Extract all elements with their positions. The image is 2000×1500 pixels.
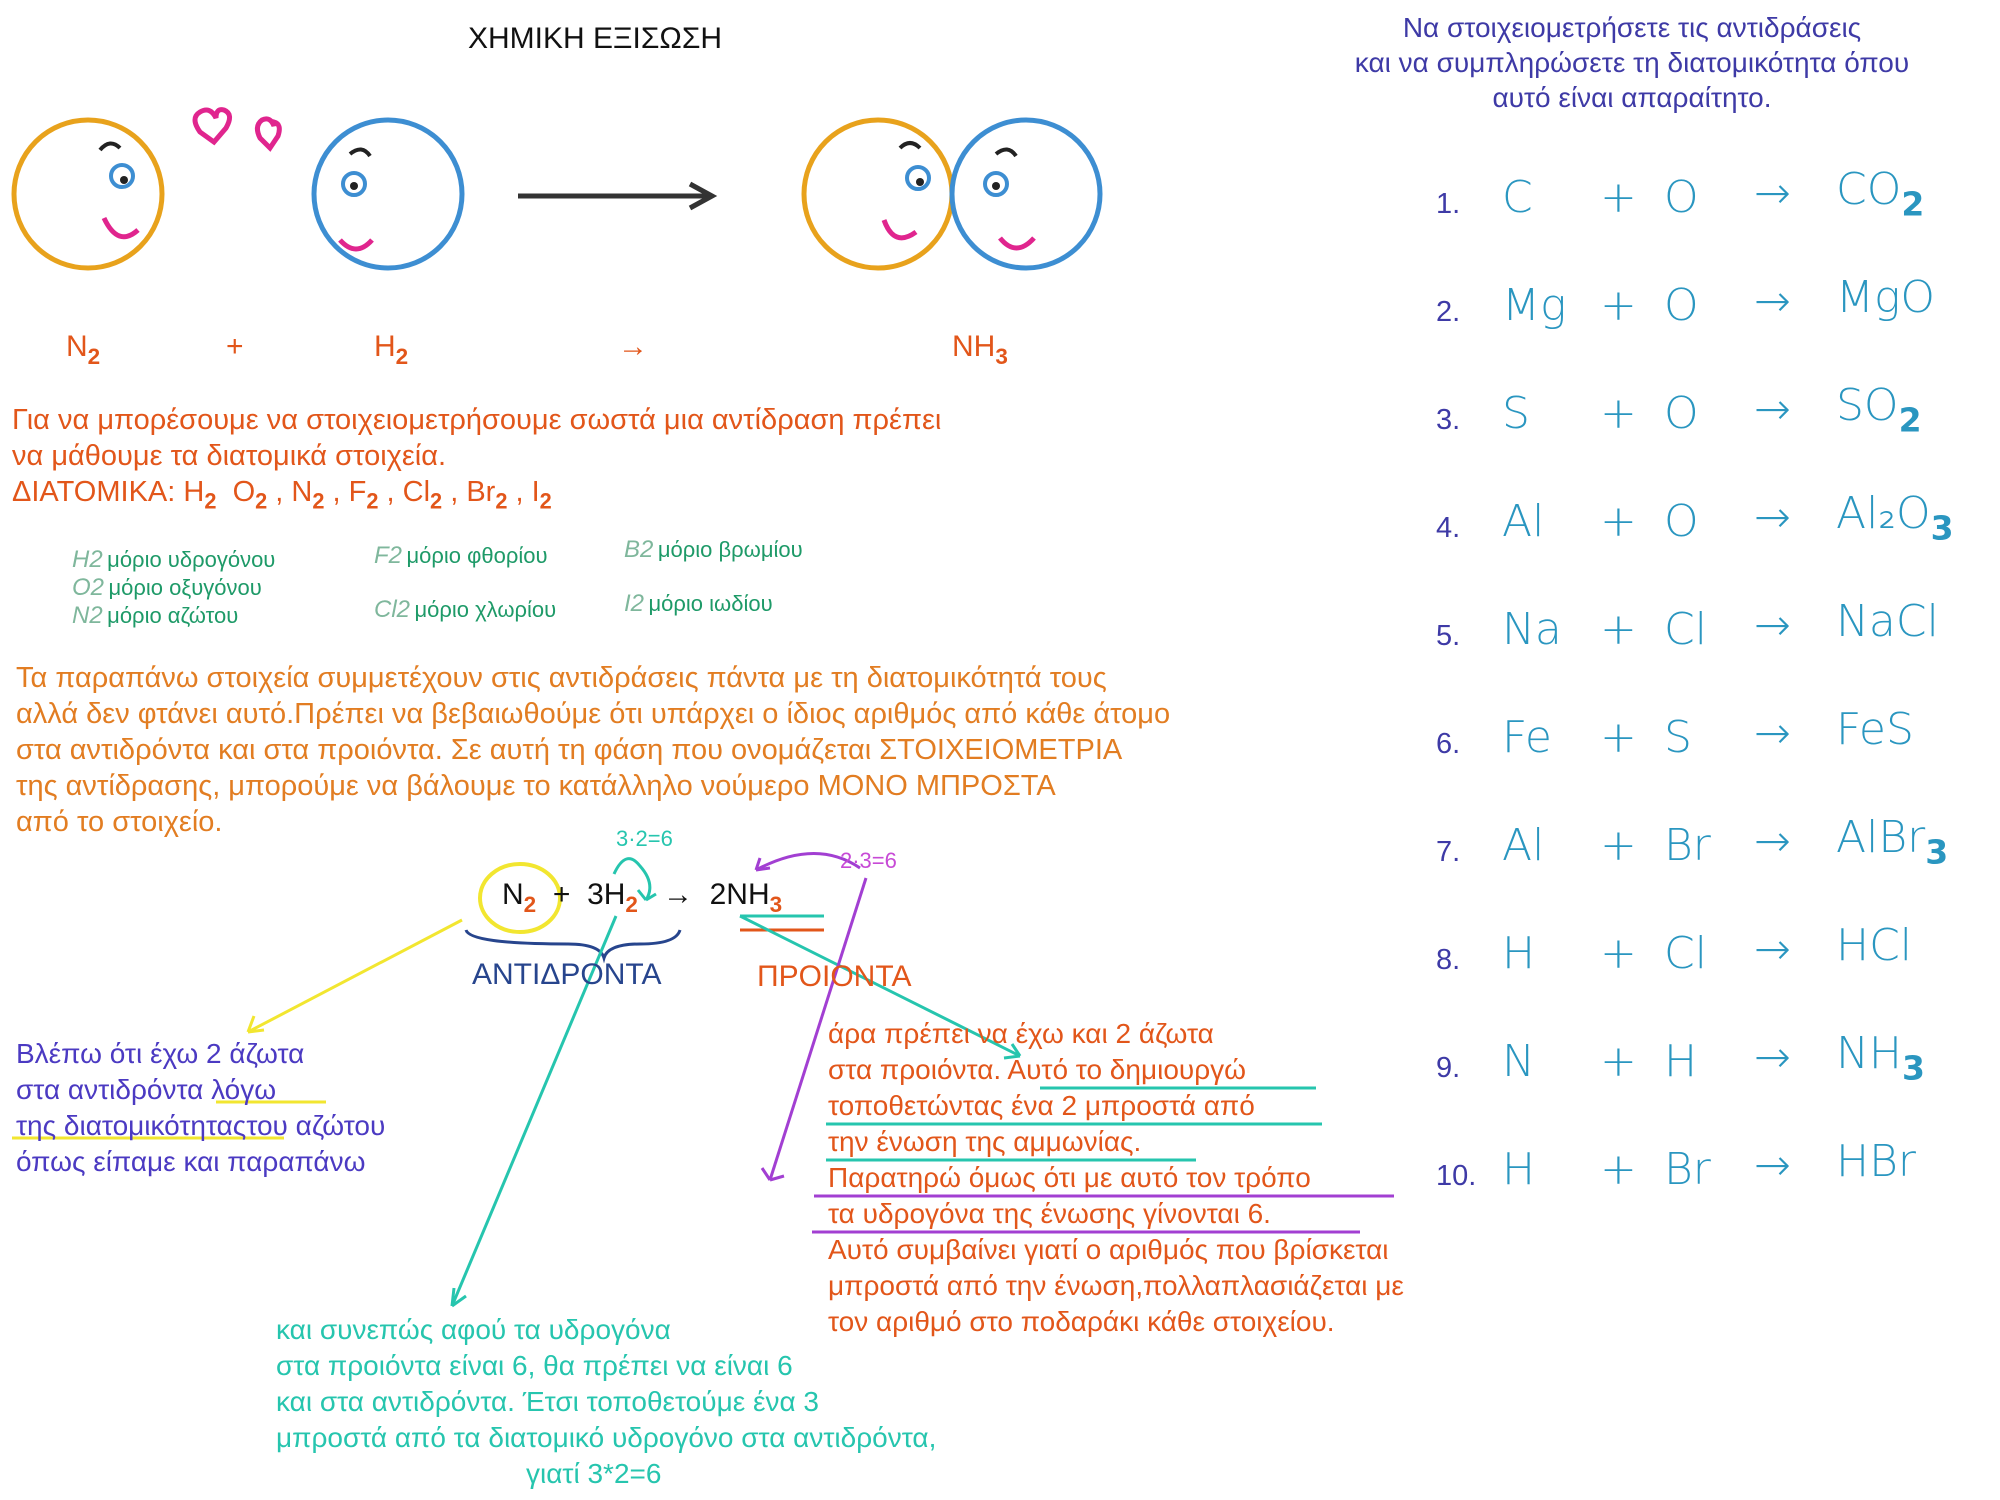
diatomic-br2: $Br_2$ [466,476,508,514]
note-line: στα προιόντα είναι 6, θα πρέπει να είναι 6 [276,1350,793,1381]
molecule-h2: H2 μόριο υδρογόνου [72,546,276,573]
note-line: όπως είπαμε και παραπάνω [16,1146,366,1177]
note-line: τα υδρογόνα της ένωσης γίνονται 6. [828,1198,1271,1229]
note-line: της διατομικότηταςτου αζώτου [16,1110,386,1141]
exercise-product: $NH_3$ [1836,1028,1925,1088]
intro-line: να μάθουμε τα διατομικά στοιχεία. [12,440,447,472]
exercise-arrow: → [1754,708,1791,759]
calc-products: 2·3=6 [840,848,897,873]
exercise-number: 4. [1436,512,1461,544]
exercise-reactant-a: C [1502,172,1533,223]
note-line: Αυτό συμβαίνει γιατί ο αριθμός που βρίσκεται [828,1234,1389,1265]
label-arrow: → [618,330,648,363]
exercise-arrow: → [1754,924,1791,975]
note-line: τοποθετώντας ένα 2 μπροστά από [828,1090,1255,1121]
note-red [828,1016,1404,1340]
exercise-product: $SO_2$ [1836,380,1922,440]
exercise-reactant-a: S [1502,388,1530,439]
molecule-i2: I2 μόριο ιωδίου [624,590,773,617]
exercise-arrow: → [1754,492,1791,543]
exercise-product: AlBr$_3$ [1836,812,1949,872]
exercise-reactant-b: Br [1664,820,1711,871]
products-label: ΠΡΟΙΟΝΤΑ [757,960,912,993]
exercise-arrow: → [1754,168,1791,219]
note-blue [16,1036,385,1180]
exercise-product: HBr [1836,1136,1916,1187]
exercise-plus: + [1600,928,1637,979]
exercise-product: MgO [1836,272,1935,323]
diatomic-o2: $O_2$ [232,476,268,514]
exercise-reactant-b: Br [1664,1144,1711,1195]
reactants-brace [466,930,680,958]
exercise-number: 9. [1436,1052,1461,1084]
molecule-o2: O2 μόριο οξυγόνου [72,574,262,601]
paragraph-line: Τα παραπάνω στοιχεία συμμετέχουν στις αντιδράσεις πάντα με τη διατομικότητά τους [16,662,1107,694]
molecule-n2: N2 μόριο αζώτου [72,602,239,629]
note-line: Παρατηρώ όμως ότι με αυτό τον τρόπο [828,1162,1311,1193]
exercise-arrow: → [1754,276,1791,327]
exercise-plus: + [1600,1036,1637,1087]
diatomic-cl2: $Cl_2$ [402,476,443,514]
label-n2: $N_2$ [66,330,101,369]
exercise-plus: + [1600,1144,1637,1195]
exercise-number: 6. [1436,728,1461,760]
calc-reactants: 3·2=6 [616,826,673,851]
exercise-number: 5. [1436,620,1461,652]
exercise-arrow: → [1754,1140,1791,1191]
reactants-label: ΑΝΤΙΔΡΟΝΤΑ [472,958,662,991]
exercise-number: 2. [1436,296,1461,328]
exercise-plus: + [1600,820,1637,871]
exercise-product: HCl [1836,920,1913,971]
exercise-reactant-b: Cl [1664,604,1707,655]
exercise-plus: + [1600,496,1637,547]
exercise-reactant-a: Al [1502,820,1545,871]
note-line: και στα αντιδρόντα. Έτσι τοποθετούμε ένα 3 [276,1386,819,1417]
exercise-reactant-b: S [1664,712,1692,763]
diatomic-f2: $F_2$ [348,476,379,514]
paragraph-line: από το στοιχείο. [16,806,223,838]
label-plus: + [226,330,244,363]
label-nh3: $NH_3$ [952,330,1008,369]
note-line: μπροστά από την ένωση,πολλαπλασιάζεται με [828,1270,1404,1301]
exercise-plus: + [1600,280,1637,331]
note-line: μπροστά από τα διατομικό υδρογόνο στα αντιδρόντα, [276,1422,937,1453]
exercise-product: $CO_2$ [1836,164,1925,224]
note-line: Βλέπω ότι έχω 2 άζωτα [16,1038,305,1069]
exercise-arrow: → [1754,384,1791,435]
instruction-line: αυτό είναι απαραίτητο. [1492,82,1772,113]
exercise-number: 7. [1436,836,1461,868]
note-line: την ένωση της αμμωνίας. [828,1126,1142,1157]
molecule-f2: F2 μόριο φθορίου [374,542,548,569]
exercise-product: $Al_2O_3$ [1836,488,1954,548]
exercise-reactant-b: Cl [1664,928,1707,979]
intro-line: Για να μπορέσουμε να στοιχειομετρήσουμε σωστά μια αντίδραση πρέπει [12,404,942,436]
exercise-reactant-a: Al [1502,496,1545,547]
label-h2: $H_2$ [374,330,409,369]
exercise-product: FeS [1836,704,1914,755]
exercise-plus: + [1600,712,1637,763]
note-line: άρα πρέπει να έχω και 2 άζωτα [828,1018,1214,1049]
note-line: τον αριθμό στο ποδαράκι κάθε στοιχείου. [828,1306,1335,1337]
exercise-product: NaCl [1836,596,1939,647]
exercise-number: 3. [1436,404,1461,436]
yellow-arrow [248,920,462,1032]
exercise-reactant-b: O [1664,172,1699,223]
exercise-reactant-b: O [1664,280,1699,331]
diatomic-list: ΔΙΑΤΟΜΙΚΑ: $H_2$ $O_2$ , $N_2$ , $F_2$ , $Cl_2$ , $Br_2$ , $I_2$ [12,476,552,514]
exercise-reactant-b: H [1664,1036,1698,1087]
diatomic-i2: $I_2$ [531,476,552,514]
page-title: ΧΗΜΙΚΗ ΕΞΙΣΩΣΗ [468,22,723,55]
exercise-reactant-b: O [1664,496,1699,547]
note-line: στα αντιδρόντα λόγω [16,1074,277,1105]
exercise-arrow: → [1754,600,1791,651]
note-line: γιατί 3*2=6 [526,1458,662,1489]
exercise-number: 8. [1436,944,1461,976]
exercise-reactant-a: H [1502,1144,1536,1195]
balanced-equation: $N_2 + 3H_2$ → $2NH_3$ [502,878,783,917]
molecule-cl2: Cl2 μόριο χλωρίου [374,596,557,623]
paragraph-line: της αντίδρασης, μπορούμε να βάλουμε το κατάλληλο νούμερο ΜΟΝΟ ΜΠΡΟΣΤΑ [16,770,1056,802]
paragraph-line: αλλά δεν φτάνει αυτό.Πρέπει να βεβαιωθούμε ότι υπάρχει ο ίδιος αριθμός από κάθε άτομο [16,698,1171,730]
exercise-reactant-a: Fe [1502,712,1552,763]
note-line: και συνεπώς αφού τα υδρογόνα [276,1314,671,1345]
exercise-reactant-a: Na [1502,604,1562,655]
exercise-reactant-a: Mg [1502,280,1567,331]
diatomic-n2: $N_2$ [291,476,325,514]
note-green [276,1312,936,1492]
exercise-reactant-a: H [1502,928,1536,979]
exercise-reactant-b: O [1664,388,1699,439]
note-line: στα προιόντα. Αυτό το δημιουργώ [828,1054,1246,1085]
instruction-line: Να στοιχειομετρήσετε τις αντιδράσεις [1402,12,1862,43]
exercise-arrow: → [1754,816,1791,867]
exercise-plus: + [1600,388,1637,439]
exercise-number: 10. [1436,1160,1477,1192]
exercise-reactant-a: N [1502,1036,1535,1087]
exercise-arrow: → [1754,1032,1791,1083]
paragraph-line: στα αντιδρόντα και στα προιόντα. Σε αυτή τη φάση που ονομάζεται ΣΤΟΙΧΕΙΟΜΕΤΡΙΑ [16,734,1123,766]
molecule-b2: B2 μόριο βρωμίου [624,536,803,563]
exercise-plus: + [1600,172,1637,223]
diatomic-h2: $H_2$ [183,476,217,514]
exercise-number: 1. [1436,188,1461,220]
exercise-plus: + [1600,604,1637,655]
instruction-line: και να συμπληρώσετε τη διατομικότητα όπου [1354,47,1910,78]
